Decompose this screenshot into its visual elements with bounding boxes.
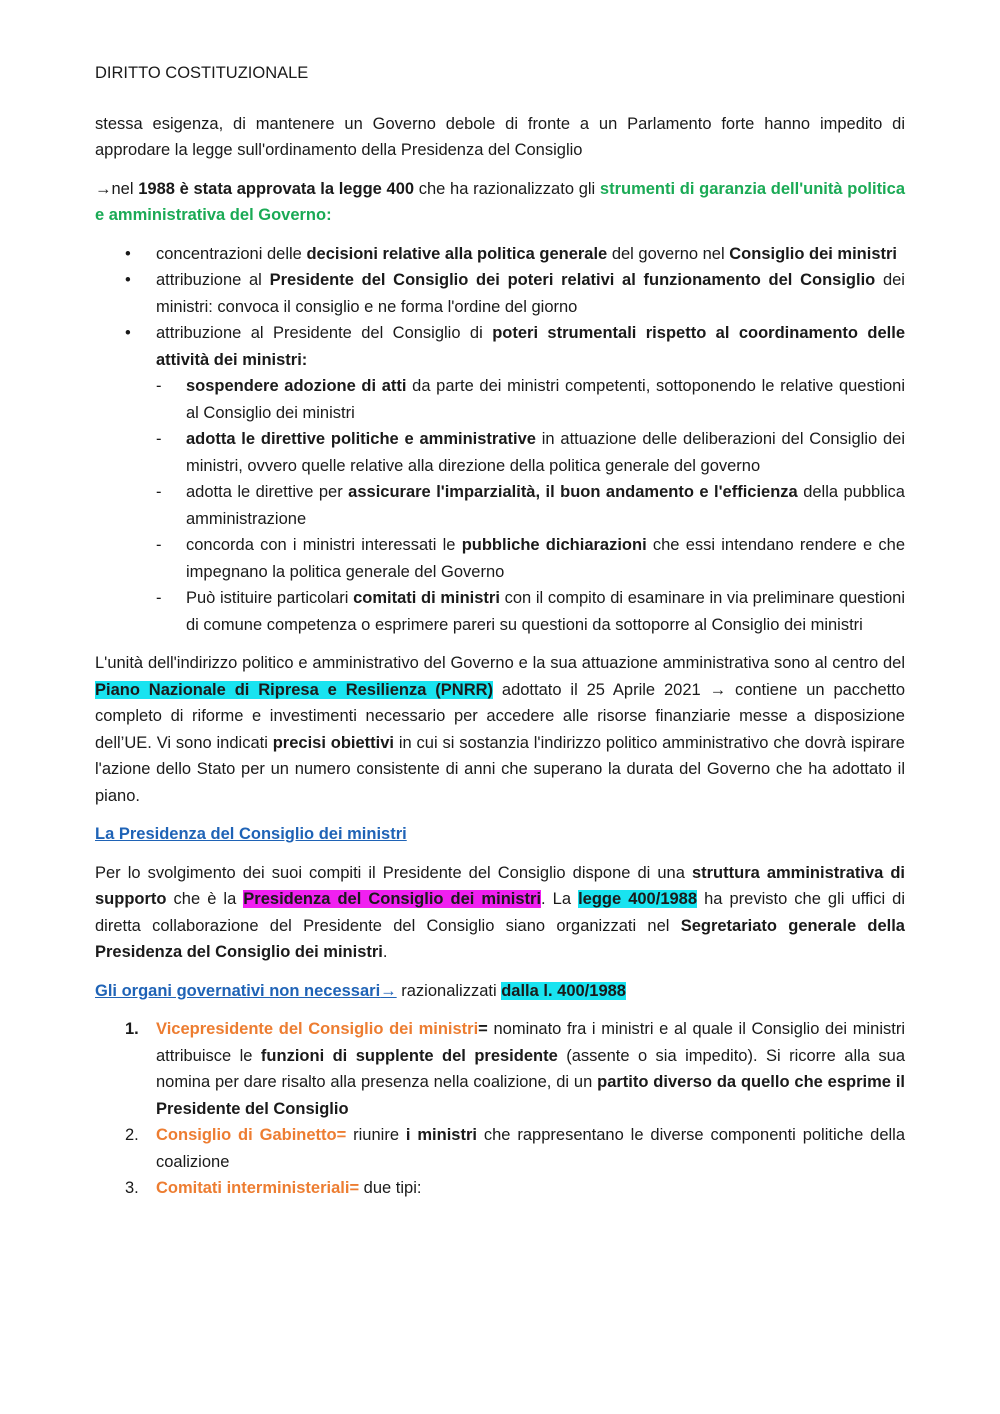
list-item: - adotta le direttive per assicurare l'imparzialità, il buon andamento e l'efficienza della pubblica amministrazione (156, 479, 905, 532)
list-item: 1. Vicepresidente del Consiglio dei ministri= nominato fra i ministri e al quale il Consiglio dei ministri attribuisce le funzioni di supplente del presidente (assente o sia impedito). Si ricorre alla sua nomina per dare risalto alla presenza nella coalizione, di un partito diverso da quello che esprime il Presidente del Consiglio (95, 1016, 905, 1122)
list-item: 2. Consiglio di Gabinetto= riunire i ministri che rappresentano le diverse componenti politiche della coalizione (95, 1122, 905, 1175)
list-number: 1. (125, 1020, 139, 1038)
bullet-icon: • (125, 244, 131, 263)
dash-icon: - (156, 377, 162, 395)
list-item: • attribuzione al Presidente del Consiglio dei poteri relativi al funzionamento del Consiglio dei ministri: convoca il consiglio e ne forma l'ordine del giorno (95, 267, 905, 320)
list-item: - concorda con i ministri interessati le pubbliche dichiarazioni che essi intendano rendere e che impegnano la politica generale del Governo (156, 532, 905, 585)
list-item: - adotta le direttive politiche e amministrative in attuazione delle deliberazioni del Consiglio dei ministri, ovvero quelle relative alla direzione della politica generale del governo (156, 426, 905, 479)
page-header: DIRITTO COSTITUZIONALE (95, 64, 309, 82)
arrow-icon: → (380, 981, 397, 1000)
list-item: 3. Comitati interministeriali= due tipi: (95, 1175, 905, 1202)
paragraph-1: stessa esigenza, di mantenere un Governo debole di fronte a un Parlamento forte hanno impedito di approdare la legge sull'ordinamento della Presidenza del Consiglio (95, 114, 905, 159)
list-item: • concentrazioni delle decisioni relative alla politica generale del governo nel Consiglio dei ministri (95, 241, 905, 268)
paragraph-legge-400: →nel 1988 è stata approvata la legge 400 che ha razionalizzato gli strumenti di garanzia dell'unità politica e amministrativa del Governo: (95, 179, 905, 224)
list-item: • attribuzione al Presidente del Consiglio di poteri strumentali rispetto al coordinamento delle attività dei ministri: - sospendere adozione di atti da parte dei ministri competenti, sottoponendo le relative questioni al Consiglio dei ministri - adotta le direttive politiche e amministrative in attuazione delle deliberazioni del Consiglio dei ministri, ovvero quelle relative alla direzione della politica generale del governo - adotta le direttive per assicurare l'imparzialità, il buon andamento e l'efficienza della pubblica amministrazione - concorda con i ministri interessati le pubbliche dichiarazioni che essi intendano rendere e che impegnano la politica generale del Governo - Può istituire particolari comitati di ministri con il compito di esaminare in via preliminare questioni di comune competenza o esprimere pareri su questioni da sottoporre al Consiglio dei ministri (95, 320, 905, 638)
heading-link[interactable]: La Presidenza del Consiglio dei ministri (95, 825, 407, 843)
heading-link[interactable]: Gli organi governativi non necessari→ (95, 981, 397, 1000)
bullet-list (95, 241, 905, 639)
highlight-legge: dalla l. 400/1988 (501, 981, 626, 1000)
list-item: - sospendere adozione di atti da parte dei ministri competenti, sottoponendo le relative questioni al Consiglio dei ministri (156, 373, 905, 426)
list-number: 2. (125, 1126, 139, 1144)
section-heading-presidenza (95, 821, 905, 848)
bullet-icon: • (125, 271, 131, 289)
dash-icon: - (156, 430, 162, 448)
paragraph-presidenza: Per lo svolgimento dei suoi compiti il Presidente del Consiglio dispone di una struttura amministrativa di supporto che è la Presidenza del Consiglio dei ministri. La legge 400/1988 ha previsto che gli uffici di diretta collaborazione del Presidente del Consiglio siano organizzati nel Segretariato generale della Presidenza del Consiglio dei ministri. (95, 863, 906, 961)
arrow-icon: → (95, 179, 112, 198)
list-item: - Può istituire particolari comitati di ministri con il compito di esaminare in via preliminare questioni di comune competenza o esprimere pareri su questioni da sottoporre al Consiglio dei ministri (156, 585, 905, 638)
numbered-list (95, 1016, 905, 1202)
document-page (95, 60, 905, 1202)
dash-list (156, 373, 905, 638)
dash-icon: - (156, 483, 162, 501)
list-number: 3. (125, 1179, 139, 1197)
dash-icon: - (156, 589, 162, 607)
dash-icon: - (156, 536, 162, 554)
highlight-legge: legge 400/1988 (578, 890, 698, 908)
arrow-icon: → (709, 680, 727, 699)
highlight-presidenza: Presidenza del Consiglio dei ministri (243, 890, 542, 908)
bullet-icon: • (125, 324, 131, 342)
section-heading-organi: Gli organi governativi non necessari→ razionalizzati dalla l. 400/1988 (95, 981, 626, 1000)
paragraph-pnrr: L'unità dell'indirizzo politico e amministrativo del Governo e la sua attuazione amministrativa sono al centro del Piano Nazionale di Ripresa e Resilienza (PNRR) adottato il 25 Aprile 2021 → contiene un pacchetto completo di riforme e investimenti necessario per accedere alle risorse finanziarie messe a disposizione dell’UE. Vi sono indicati precisi obiettivi in cui si sostanzia l'indirizzo politico amministrativo che dovrà ispirare l'azione dello Stato per un numero consistente di anni che superano la durata del Governo che ha adottato il piano. (95, 654, 905, 805)
highlight-pnrr: Piano Nazionale di Ripresa e Resilienza (PNRR) (95, 680, 494, 699)
